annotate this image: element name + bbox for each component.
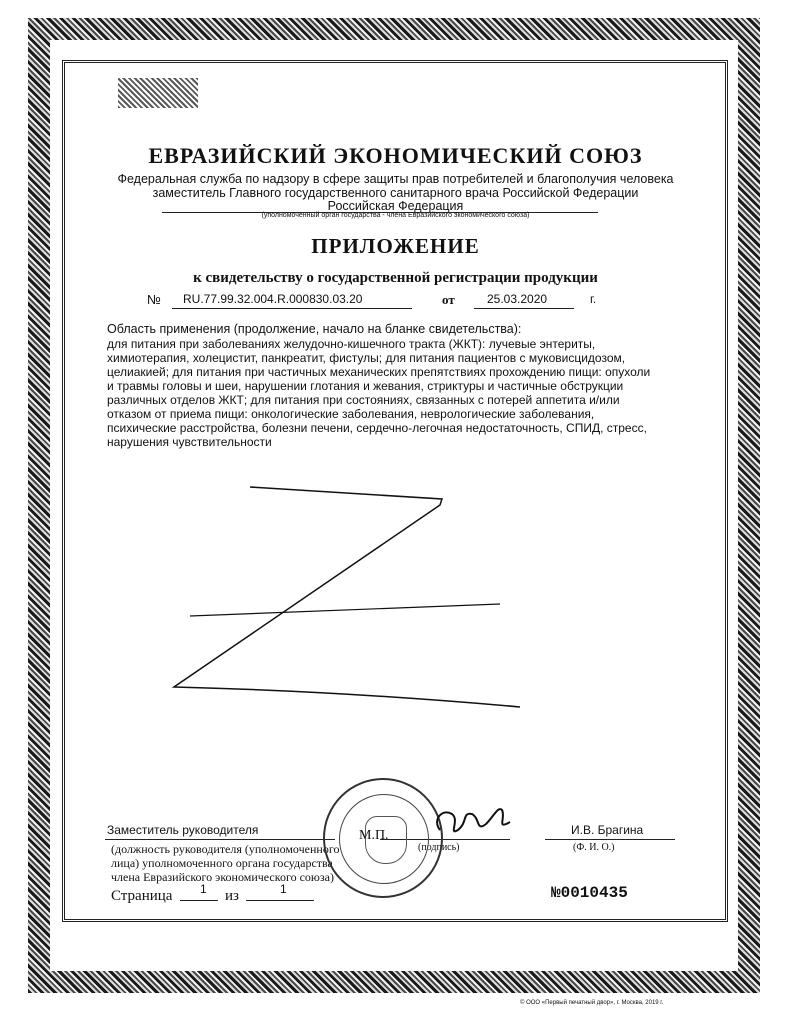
- number-label: №: [147, 292, 161, 307]
- signer-name: И.В. Брагина: [571, 823, 644, 837]
- position-caption-3: члена Евразийского экономического союза): [111, 870, 334, 884]
- official-seal: [323, 778, 443, 898]
- page-total: 1: [280, 882, 287, 896]
- page-label: Страница: [111, 888, 173, 904]
- from-label: от: [442, 292, 455, 307]
- signer-position: Заместитель руководителя: [107, 823, 259, 837]
- serial-number: №0010435: [551, 884, 628, 902]
- total-underline: [246, 900, 314, 901]
- year-suffix: г.: [590, 292, 597, 306]
- agency-line-1: Федеральная служба по надзору в сфере защиты прав потребителей и благополучия человека: [117, 172, 674, 186]
- scope-line-7: психические расстройства, болезни печени, сердечно-легочная недостаточность, СПИД, стресс,: [107, 421, 647, 435]
- registration-date: 25.03.2020: [487, 292, 548, 306]
- page-number: 1: [200, 882, 207, 896]
- agency-line-3: Российская Федерация: [327, 199, 464, 213]
- of-label: из: [225, 888, 239, 904]
- position-underline: [105, 839, 335, 840]
- scope-line-6: отказом от приема пищи: онкологические заболевания, неврологические заболевания,: [107, 407, 595, 421]
- agency-line-2: заместитель Главного государственного санитарного врача Российской Федерации: [152, 186, 639, 200]
- union-title: ЕВРАЗИЙСКИЙ ЭКОНОМИЧЕСКИЙ СОЮЗ: [148, 143, 643, 168]
- page-underline: [180, 900, 218, 901]
- scope-line-2: химиотерапия, холецистит, панкреатит, фистулы; для питания пациентов с муковисцидозом,: [107, 351, 626, 365]
- name-caption: (Ф. И. О.): [573, 842, 615, 853]
- sign-caption: (подпись): [418, 842, 460, 853]
- scope-line-8: нарушения чувствительности: [107, 435, 272, 449]
- scope-line-4: и травмы головы и шеи, нарушении глотания и жевания, стриктуры и частичные обструкции: [107, 379, 624, 393]
- agency-caption: (уполномоченный орган государства - члена Евразийского экономического союза): [261, 212, 530, 219]
- registration-number: RU.77.99.32.004.R.000830.03.20: [183, 292, 363, 306]
- appendix-subtitle: к свидетельству о государственной регистрации продукции: [193, 270, 598, 286]
- position-caption-2: лица) уполномоченного органа государства: [111, 856, 333, 870]
- scope-line-3: целиакией; для питания при частичных механических препятствиях прохождению пищи: опухоли: [107, 365, 651, 379]
- handwritten-signature: [430, 800, 520, 845]
- position-caption-1: (должность руководителя (уполномоченного: [111, 842, 340, 856]
- scope-line-5: различных отделов ЖКТ; для питания при состояниях, связанных с потерей аппетита и/или: [107, 393, 620, 407]
- seal-mp-label: М.П.: [359, 828, 389, 843]
- name-underline: [545, 839, 675, 840]
- scope-line-1: для питания при заболеваниях желудочно-кишечного тракта (ЖКТ): лучевые энтериты,: [107, 337, 596, 351]
- printer-credit: © ООО «Первый печатный двор», г. Москва, 2019 г.: [520, 1000, 664, 1006]
- appendix-title: ПРИЛОЖЕНИЕ: [311, 234, 480, 258]
- scope-heading: Область применения (продолжение, начало на бланке свидетельства):: [107, 322, 522, 336]
- eagle-emblem-icon: [365, 816, 407, 864]
